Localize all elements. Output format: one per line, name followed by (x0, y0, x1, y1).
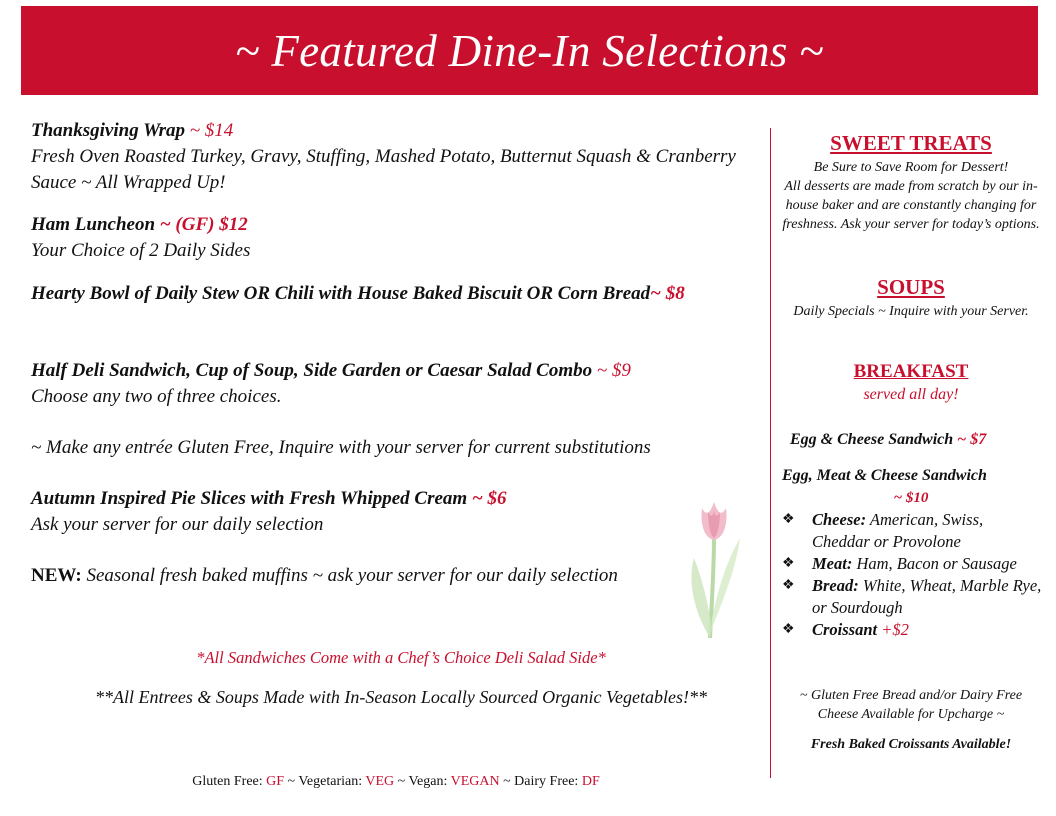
sandwich-note: *All Sandwiches Come with a Chef’s Choice Deli Salad Side* (196, 648, 606, 667)
diamond-bullet-icon: ❖ (782, 512, 795, 527)
croissants-note: Fresh Baked Croissants Available! (810, 737, 1012, 752)
legend-code: DF (581, 774, 600, 789)
option-meat (782, 553, 1042, 575)
item-name: NEW: (31, 565, 82, 586)
egg-meat-price: ~ $10 (893, 490, 929, 506)
item-desc: Fresh Oven Roasted Turkey, Gravy, Stuffing, Mashed Potato, Butternut Squash & Cranberry Sauce ~ All Wrapped Up! (31, 146, 736, 193)
legend-code: VEG (365, 774, 395, 789)
sweet-treats-line: Be Sure to Save Room for Dessert! (813, 160, 1009, 175)
item-name: Hearty Bowl of Daily Stew OR Chili with House Baked Biscuit OR Corn Bread (31, 283, 651, 304)
menu-note (31, 435, 771, 461)
legend-label: Gluten Free: (192, 774, 267, 789)
egg-cheese-item (790, 430, 1046, 449)
item-name: Autumn Inspired Pie Slices with Fresh Whipped Cream (31, 488, 468, 509)
legend-label: ~ Vegetarian: (284, 774, 366, 789)
option-text: Ham, Bacon or Sausage (852, 554, 1017, 573)
legend-label: ~ Vegan: (394, 774, 451, 789)
item-name: Half Deli Sandwich, Cup of Soup, Side Garden or Caesar Salad Combo (31, 360, 593, 381)
tulip-illustration (684, 498, 744, 638)
option-price: +$2 (877, 620, 909, 639)
option-label: Bread: (812, 576, 859, 595)
gluten-free-note: ~ Gluten Free Bread and/or Dairy Free Cheese Available for Upcharge ~ (799, 688, 1023, 722)
item-desc: Seasonal fresh baked muffins ~ ask your server for our daily selection (81, 565, 618, 586)
item-name: Thanksgiving Wrap (31, 120, 185, 141)
diet-legend (0, 774, 792, 790)
sweet-treats-line: All desserts are made from scratch by our in-house baker and are constantly changing for freshness. Ask your server for today’s options. (782, 179, 1040, 232)
sweet-treats-title: SWEET TREATS (830, 131, 992, 155)
option-label: Meat: (812, 554, 853, 573)
item-desc: ~ Make any entrée Gluten Free, Inquire with your server for current substitutions (31, 437, 651, 458)
option-croissant (782, 619, 1042, 641)
menu-item (31, 118, 771, 196)
option-text: American, Swiss, Cheddar or Provolone (812, 510, 984, 551)
item-desc: Ask your server for our daily selection (31, 514, 324, 535)
diamond-bullet-icon: ❖ (782, 556, 795, 571)
diamond-bullet-icon: ❖ (782, 578, 795, 593)
entrees-note: **All Entrees & Soups Made with In-Season Locally Sourced Organic Vegetables!** (95, 687, 707, 707)
item-price: ~ $6 (467, 488, 507, 509)
egg-meat-item (782, 466, 1046, 485)
page-banner (21, 6, 1038, 95)
sweet-treats-body (780, 158, 1042, 234)
item-price: ~ $8 (650, 283, 685, 304)
legend-label: ~ Dairy Free: (499, 774, 582, 789)
item-name: Ham Luncheon (31, 214, 156, 235)
item-price: ~ (GF) $12 (155, 214, 248, 235)
option-bread (782, 575, 1042, 619)
legend-code: GF (266, 774, 285, 789)
menu-item (31, 563, 771, 589)
column-divider (770, 128, 771, 778)
menu-item (31, 281, 741, 307)
item-name: Egg, Meat & Cheese Sandwich (782, 467, 987, 484)
item-price: ~ $7 (953, 431, 987, 448)
page-title: ~ Featured Dine-In Selections ~ (235, 25, 824, 76)
menu-item (31, 486, 771, 538)
item-desc: Choose any two of three choices. (31, 386, 282, 407)
legend-code: VEGAN (450, 774, 500, 789)
soups-body: Daily Specials ~ Inquire with your Server. (793, 304, 1029, 319)
option-label: Croissant (812, 620, 878, 639)
sandwich-options (782, 509, 1042, 641)
option-label: Cheese: (812, 510, 867, 529)
option-text: White, Wheat, Marble Rye, or Sourdough (812, 576, 1042, 617)
menu-item (31, 212, 771, 264)
item-name: Egg & Cheese Sandwich (790, 431, 954, 448)
diamond-bullet-icon: ❖ (782, 622, 795, 637)
option-cheese (782, 509, 1042, 553)
breakfast-title: BREAKFAST (853, 361, 969, 382)
soups-title: SOUPS (877, 275, 945, 299)
item-price: ~ $14 (184, 120, 234, 141)
breakfast-subtitle: served all day! (863, 386, 959, 403)
menu-item (31, 358, 771, 410)
item-desc: Your Choice of 2 Daily Sides (31, 240, 251, 261)
item-price: ~ $9 (592, 360, 631, 381)
